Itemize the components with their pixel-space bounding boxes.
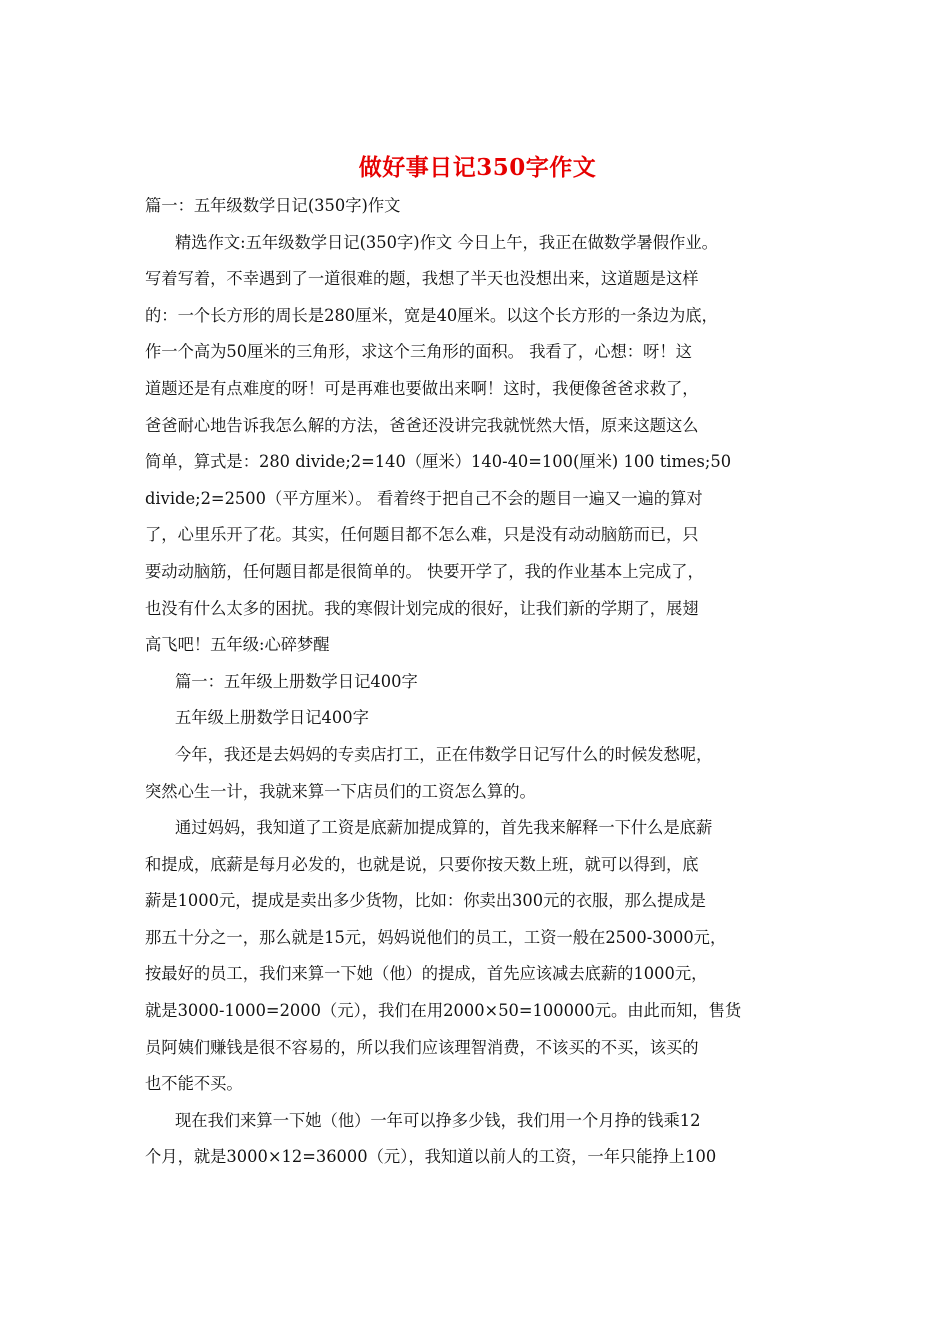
document-title: 做好事日记350字作文	[358, 154, 597, 181]
text-line: 的：一个长方形的周长是280厘米，宽是40厘米。以这个长方形的一条边为底，	[145, 305, 718, 325]
text-line: 今年，我还是去妈妈的专卖店打工，正在伟数学日记写什么的时候发愁呢，	[175, 744, 713, 764]
text-line: 和提成，底薪是每月必发的，也就是说，只要你按天数上班，就可以得到，底	[145, 854, 699, 874]
text-line: divide;2=2500（平方厘米）。 看着终于把自己不会的题目一遍又一遍的算对	[145, 488, 703, 508]
text-line: 了，心里乐开了花。其实，任何题目都不怎么难，只是没有动动脑筋而已，只	[145, 525, 699, 545]
text-line: 个月，就是3000×12=36000（元），我知道以前人的工资，一年只能挣上100	[145, 1147, 717, 1167]
text-line: 员阿姨们赚钱是很不容易的，所以我们应该理智消费，不该买的不买，该买的	[145, 1037, 699, 1057]
text-line: 篇一：五年级数学日记(350字)作文	[145, 196, 401, 215]
text-line: 精选作文:五年级数学日记(350字)作文 今日上午，我正在做数学暑假作业。	[175, 232, 718, 252]
text-line: 按最好的员工，我们来算一下她（他）的提成，首先应该减去底薪的1000元，	[145, 964, 708, 984]
text-line: 薪是1000元，提成是卖出多少货物，比如：你卖出300元的衣服，那么提成是	[145, 891, 706, 911]
text-line: 要动动脑筋，任何题目都是很简单的。 快要开学了，我的作业基本上完成了，	[145, 561, 704, 581]
text-line: 写着写着，不幸遇到了一道很难的题，我想了半天也没想出来，这道题是这样	[145, 269, 699, 289]
text-line: 突然心生一计，我就来算一下店员们的工资怎么算的。	[145, 781, 536, 801]
text-line: 通过妈妈，我知道了工资是底薪加提成算的，首先我来解释一下什么是底薪	[175, 818, 713, 838]
text-line: 也不能不买。	[145, 1074, 243, 1094]
text-line: 高飞吧！五年级:心碎梦醒	[145, 635, 330, 655]
text-line: 那五十分之一，那么就是15元，妈妈说他们的员工，工资一般在2500-3000元，	[145, 927, 727, 947]
document-body	[145, 188, 810, 1176]
text-line: 五年级上册数学日记400字	[175, 708, 369, 728]
text-line: 也没有什么太多的困扰。我的寒假计划完成的很好，让我们新的学期了，展翅	[145, 598, 699, 618]
text-line: 简单，算式是：280 divide;2=140（厘米）140-40=100(厘米) 100 times;50	[145, 452, 732, 472]
text-line: 作一个高为50厘米的三角形，求这个三角形的面积。 我看了，心想：呀！这	[145, 342, 692, 362]
text-line: 篇一：五年级上册数学日记400字	[175, 671, 418, 691]
text-line: 道题还是有点难度的呀！可是再难也要做出来啊！这时，我便像爸爸求救了，	[145, 378, 699, 398]
text-line: 现在我们来算一下她（他）一年可以挣多少钱，我们用一个月挣的钱乘12	[175, 1110, 701, 1130]
text-line: 就是3000-1000=2000（元），我们在用2000×50=100000元。由此而知，售货	[145, 1001, 742, 1021]
document-page	[145, 148, 810, 1176]
text-line: 爸爸耐心地告诉我怎么解的方法，爸爸还没讲完我就恍然大悟，原来这题这么	[145, 415, 699, 435]
